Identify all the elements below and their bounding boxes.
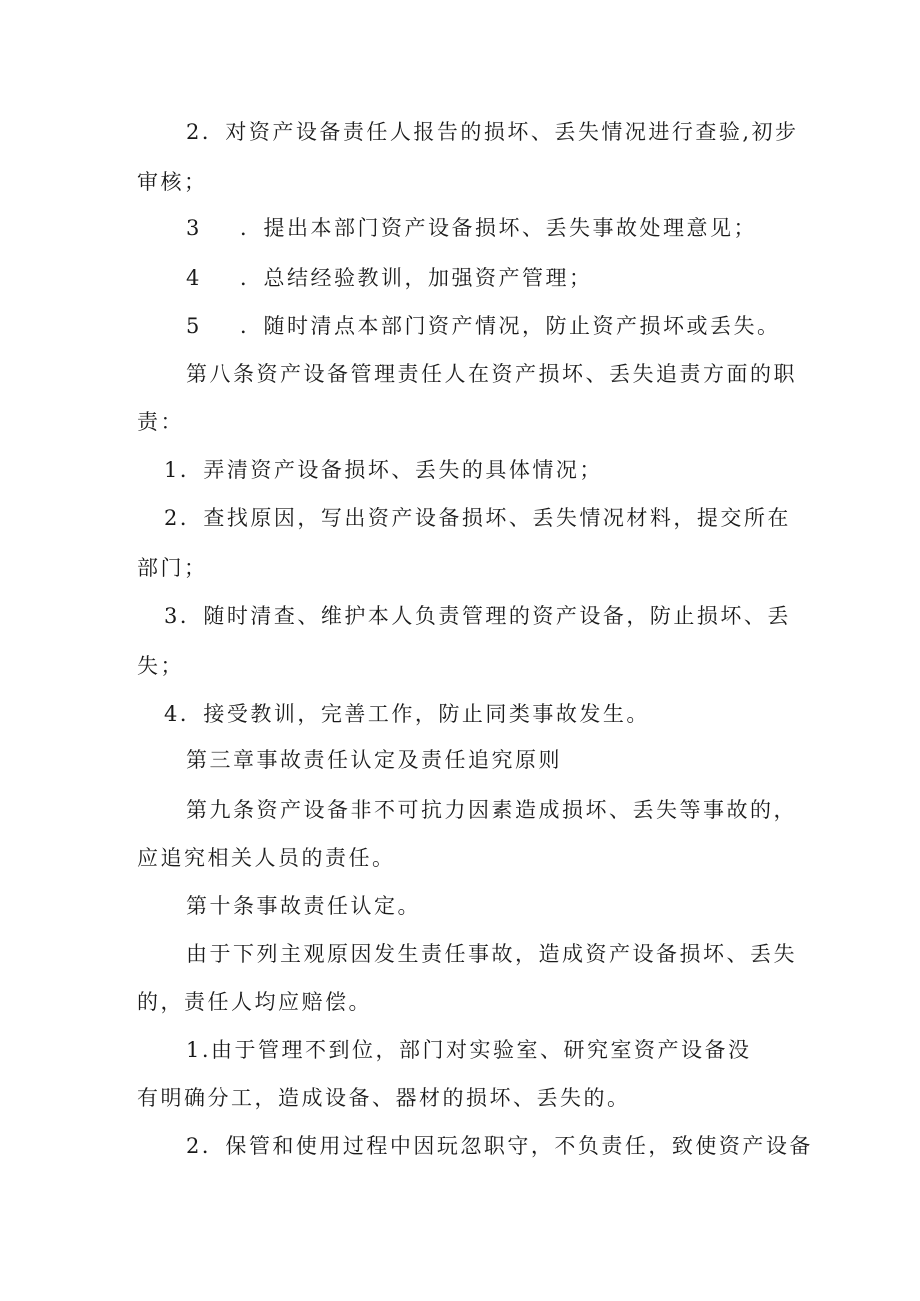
article-heading: 第八条资产设备管理责任人在资产损坏、丢失追责方面的职 (186, 362, 797, 386)
list-item: 4．接受教训，完善工作，防止同类事故发生。 (164, 702, 650, 726)
paragraph-line: 的，责任人均应赔偿。 (137, 990, 372, 1014)
paragraph-line: 有明确分工，造成设备、器材的损坏、丢失的。 (137, 1086, 631, 1110)
article-heading: 第九条资产设备非不可抗力因素造成损坏、丢失等事故的， (186, 798, 797, 822)
paragraph-line: 部门； (137, 556, 208, 580)
list-number: 5 (186, 314, 202, 338)
paragraph-line: ．随时清点本部门资产情况，防止资产损坏或丢失。 (240, 314, 781, 338)
paragraph-line: 由于下列主观原因发生责任事故，造成资产设备损坏、丢失 (186, 942, 797, 966)
paragraph-line: 责： (137, 410, 184, 434)
chapter-heading: 第三章事故责任认定及责任追究原则 (186, 748, 562, 772)
list-number: 4 (186, 266, 202, 290)
paragraph-line: 应追究相关人员的责任。 (137, 846, 396, 870)
paragraph-line: 失； (137, 654, 184, 678)
list-item: 2．保管和使用过程中因玩忽职守，不负责任，致使资产设备 (186, 1134, 813, 1158)
paragraph-line: 审核； (137, 170, 208, 194)
paragraph-line: 2．对资产设备责任人报告的损坏、丢失情况进行查验,初步 (186, 120, 799, 144)
list-item: 2．查找原因，写出资产设备损坏、丢失情况材料，提交所在 (164, 506, 791, 530)
list-number: 3 (186, 216, 202, 240)
list-item: 1．弄清资产设备损坏、丢失的具体情况； (164, 458, 603, 482)
list-item: 1.由于管理不到位，部门对实验室、研究室资产设备没 (186, 1038, 752, 1062)
paragraph-line: ．提出本部门资产设备损坏、丢失事故处理意见； (240, 216, 757, 240)
paragraph-line: ．总结经验教训，加强资产管理； (240, 266, 593, 290)
article-heading: 第十条事故责任认定。 (186, 894, 421, 918)
list-item: 3．随时清查、维护本人负责管理的资产设备，防止损坏、丢 (164, 604, 791, 628)
